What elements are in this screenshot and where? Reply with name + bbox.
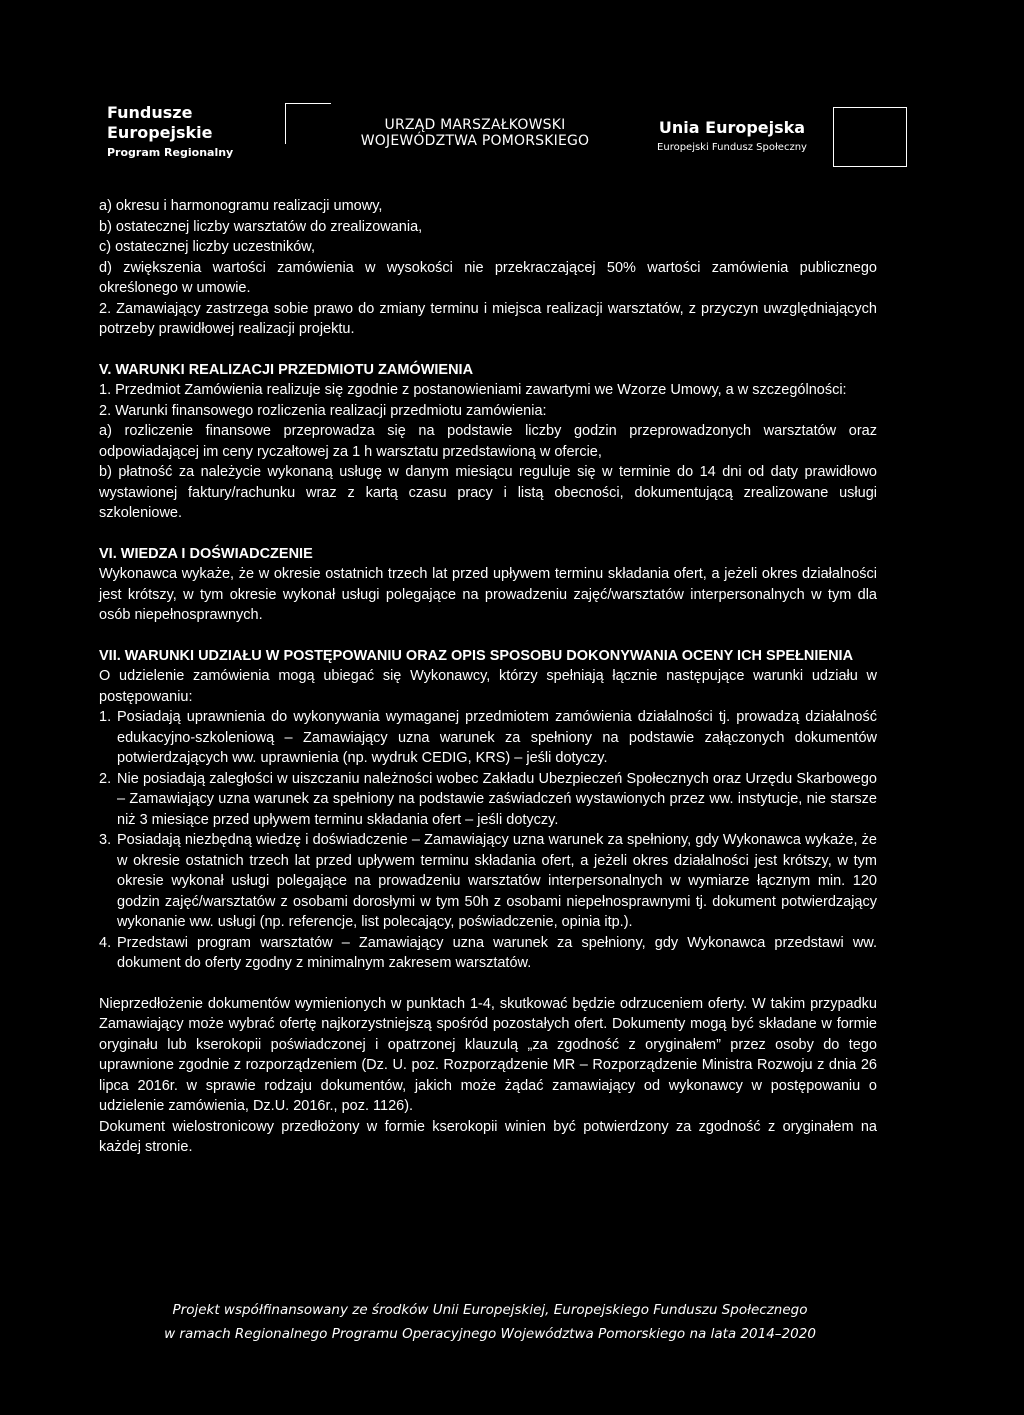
um-line2: WOJEWÓDZTWA POMORSKIEGO: [360, 133, 590, 149]
section-6-title: VI. WIEDZA I DOŚWIADCZENIE: [99, 545, 313, 562]
section-7-item-3-text: Posiadają niezbędną wiedzę i doświadczenie – Zamawiający uzna warunek za spełniony, gdy Wykonawca wykaże, że w okresie ostatnich trzech lat przed upływem terminu składania ofert, a jeżeli okres działalności jest krótszy, w tym okresie wykonał usługi polegające na prowadzeniu warsztatów interpersonalnych w wymiarze łącznym min. 120 godzin zajęć/warsztatów z osobami dorosłymi w tym 50h z osobami niepełnosprawnymi tj. dokument potwierdzający wykonanie ww. usługi (np. referencje, list polecający, poświadczenie, opinia itp.).: [117, 832, 877, 930]
section-7-item-1-number: 1.: [99, 709, 112, 725]
section-5-title: V. WARUNKI REALIZACJI PRZEDMIOTU ZAMÓWIENIA: [99, 361, 474, 378]
section-5-item-1: 1. Przedmiot Zamówienia realizuje się zgodnie z postanowieniami zawartymi we Wzorze Umowy, a w szczególności:: [99, 382, 847, 398]
list-item-b: b) ostatecznej liczby warsztatów do zrealizowania,: [99, 218, 423, 235]
section-7-intro: O udzielenie zamówienia mogą ubiegać się Wykonawcy, którzy spełniają łącznie następujące warunki udziału w postępowaniu:: [99, 668, 877, 705]
section-7-item-4-number: 4.: [99, 934, 112, 951]
list-item-c: c) ostatecznej liczby uczestników,: [99, 239, 315, 255]
section-7-item-4: [99, 933, 877, 974]
urzad-marszalkowski-logo: [340, 117, 610, 149]
section-6-text: Wykonawca wykaże, że w okresie ostatnich trzech lat przed upływem terminu składania ofert, a jeżeli okres działalności jest krótszy, w tym okresie wykonał usługi polegające na prowadzeniu zajęć/warsztatów interpersonalnych w tym dla osób niepełnosprawnych.: [99, 566, 877, 623]
fe-logo-line3: Program Regionalny: [107, 146, 234, 159]
fundusze-europejskie-logo: [107, 105, 233, 158]
list-item-a: a) okresu i harmonogramu realizacji umowy,: [99, 198, 383, 214]
document-body: [99, 196, 877, 1158]
um-line1: URZĄD MARSZAŁKOWSKI: [384, 117, 566, 133]
list-item-d: d) zwiększenia wartości zamówienia w wysokości nie przekraczającej 50% wartości zamówienia publicznego określonego w umowie.: [99, 259, 877, 296]
section-7-item-2: [99, 769, 877, 831]
ue-line2: Europejski Fundusz Społeczny: [657, 142, 807, 153]
footer-line1: Projekt współfinansowany ze środków Unii Europejskiej, Europejskiego Funduszu Społecznego: [172, 1302, 808, 1318]
unia-europejska-logo: [632, 118, 832, 153]
paragraph-2: 2. Zamawiający zastrzega sobie prawo do zmiany terminu i miejsca realizacji warsztatów, z przyczyn uwzględniających potrzeby prawidłowej realizacji projektu.: [99, 300, 877, 337]
final-paragraph-2: Dokument wielostronicowy przedłożony w formie kserokopii winien być potwierdzony za zgodność z oryginałem na każdej stronie.: [99, 1118, 877, 1155]
eu-flag-icon: [833, 107, 907, 167]
section-7-item-1-text: Posiadają uprawnienia do wykonywania wymaganej przedmiotem zamówienia działalności tj. prowadzą działalność edukacyjno-szkoleniową – Zamawiający uzna warunek za spełniony na podstawie załączonych dokumentów potwierdzających ww. uprawnienia (np. wydruk CEDIG, KRS) – jeśli dotyczy.: [117, 709, 877, 766]
section-7-item-2-number: 2.: [99, 770, 112, 787]
coat-of-arms-frame: [285, 103, 331, 144]
section-7-title: VII. WARUNKI UDZIAŁU W POSTĘPOWANIU ORAZ OPIS SPOSOBU DOKONYWANIA OCENY ICH SPEŁNIENIA: [99, 647, 854, 664]
section-7-item-1: [99, 707, 877, 769]
final-paragraph-1: Nieprzedłożenie dokumentów wymienionych w punktach 1-4, skutkować będzie odrzuceniem oferty. W takim przypadku Zamawiający może wybrać ofertę najkorzystniejszą spośród pozostałych ofert. Dokumenty mogą być składane w formie oryginału lub kserokopii poświadczonej i opatrzonej klauzulą „za zgodność z oryginałem” przez osoby do tego uprawnione zgodnie z rozporządzeniem (Dz. U. poz. Rozporządzenie MR – Rozporządzenie Ministra Rozwoju z dnia 26 lipca 2016r. w sprawie rodzaju dokumentów, jakich może żądać zamawiający od wykonawcy w postępowaniu o udzielenie zamówienia, Dz.U. 2016r., poz. 1126).: [99, 995, 877, 1114]
section-5-item-2: 2. Warunki finansowego rozliczenia realizacji przedmiotu zamówienia:: [99, 402, 547, 419]
page-footer: [100, 1298, 880, 1346]
section-5-item-2a: a) rozliczenie finansowe przeprowadza się na podstawie liczby godzin przeprowadzonych warsztatów oraz odpowiadającej im ceny ryczałtowej za 1 h warsztatu przedstawioną w ofercie,: [99, 423, 877, 460]
footer-line2: w ramach Regionalnego Programu Operacyjnego Województwa Pomorskiego na lata 2014–2020: [164, 1326, 816, 1342]
section-7-item-2-text: Nie posiadają zaległości w uiszczaniu należności wobec Zakładu Ubezpieczeń Społecznych oraz Urzędu Skarbowego – Zamawiający uzna warunek za spełniony na podstawie zaświadczeń wystawionych przez ww. instytucje, nie starsze niż 3 miesiące przed upływem terminu składania ofert – jeśli dotyczy.: [117, 770, 877, 828]
fe-logo-line2: Europejskie: [107, 123, 213, 142]
section-7-item-3-number: 3.: [99, 832, 112, 848]
section-7-item-4-text: Przedstawi program warsztatów – Zamawiający uzna warunek za spełniony, gdy Wykonawca przedstawi ww. dokument do oferty zgodny z minimalnym zakresem warsztatów.: [117, 934, 877, 971]
section-5-item-2b: b) płatność za należycie wykonaną usługę w danym miesiącu reguluje się w terminie do 14 dni od daty prawidłowo wystawionej faktury/rachunku wraz z kartą czasu pracy i listą obecności, dokumentującą zrealizowane usługi szkoleniowe.: [99, 464, 877, 521]
fe-logo-line1: Fundusze: [107, 103, 193, 122]
section-7-item-3: [99, 830, 877, 933]
ue-line1: Unia Europejska: [658, 118, 806, 137]
page-header: [0, 0, 1024, 180]
